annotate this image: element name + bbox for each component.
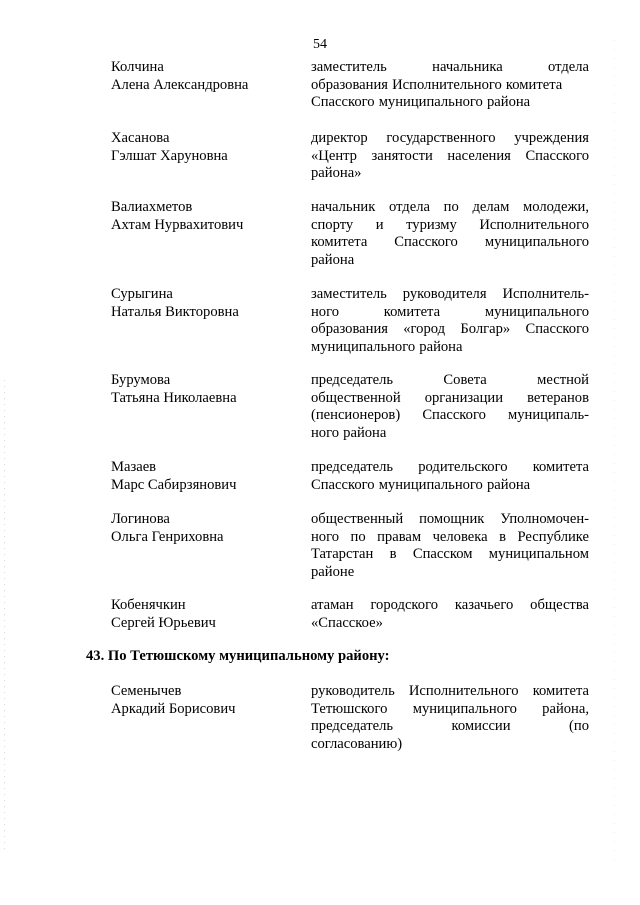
member-position: [311, 130, 589, 183]
member-surname: Семенычев: [111, 683, 182, 699]
position-line: атаман городского казачьего общества: [311, 597, 589, 613]
position-line: образования Исполнительного комитета: [311, 76, 563, 93]
member-name: [111, 286, 301, 321]
member-name: [111, 130, 301, 165]
position-line: «Центр занятости населения Спасского: [311, 147, 589, 164]
position-line: общественный помощник Уполномочен-: [311, 511, 589, 527]
member-surname: Кобенячкин: [111, 597, 186, 613]
position-line: директор государственного учреждения: [311, 130, 589, 146]
position-line: муниципального района: [311, 338, 463, 355]
scan-margin-left: [4, 380, 5, 850]
position-line: Тетюшского муниципального района,: [311, 700, 589, 717]
position-line: района: [311, 251, 355, 268]
position-line: председатель Совета местной: [311, 372, 589, 388]
member-surname: Валиахметов: [111, 199, 193, 215]
member-given-names: Наталья Викторовна: [111, 303, 239, 320]
member-given-names: Аркадий Борисович: [111, 700, 236, 717]
member-position: [311, 459, 589, 494]
member-given-names: Алена Александровна: [111, 76, 249, 93]
position-line: общественной организации ветеранов: [311, 389, 589, 406]
member-name: [111, 459, 301, 494]
position-line: ного по правам человека в Республике: [311, 528, 589, 545]
member-surname: Сурыгина: [111, 286, 173, 302]
position-line: председатель комиссии (по: [311, 718, 589, 735]
member-name: [111, 683, 301, 718]
member-position: [311, 683, 589, 753]
member-name: [111, 59, 301, 94]
position-line: «Спасское»: [311, 614, 383, 631]
member-name: [111, 372, 301, 407]
member-given-names: Сергей Юрьевич: [111, 614, 216, 631]
position-line: Татарстан в Спасском муниципальном: [311, 546, 589, 563]
member-given-names: Ахтам Нурвахитович: [111, 216, 244, 233]
page-number: 54: [313, 37, 327, 52]
member-given-names: Ольга Генриховна: [111, 528, 224, 545]
position-line: согласованию): [311, 735, 403, 752]
position-line: (пенсионеров) Спасского муниципаль-: [311, 407, 589, 424]
member-name: [111, 597, 301, 632]
member-position: [311, 597, 589, 632]
member-given-names: Гэлшат Харуновна: [111, 147, 228, 164]
member-given-names: Марс Сабирзянович: [111, 476, 237, 493]
position-line: ного района: [311, 424, 387, 441]
member-name: [111, 199, 301, 234]
member-surname: Хасанова: [111, 130, 170, 146]
member-position: [311, 199, 589, 269]
position-line: руководитель Исполнительного комитета: [311, 683, 589, 699]
member-surname: Мазаев: [111, 459, 157, 475]
position-line: района»: [311, 165, 362, 182]
position-line: комитета Спасского муниципального: [311, 234, 589, 251]
position-line: ного комитета муниципального: [311, 303, 589, 320]
position-line: образования «город Болгар» Спасского: [311, 321, 589, 338]
position-line: начальник отдела по делам молодежи,: [311, 199, 589, 215]
position-line: председатель родительского комитета: [311, 459, 589, 475]
member-surname: Логинова: [111, 511, 170, 527]
position-line: районе: [311, 563, 355, 580]
member-position: [311, 286, 589, 356]
member-name: [111, 511, 301, 546]
position-line: Спасского муниципального района: [311, 476, 531, 493]
position-line: заместитель начальника отдела: [311, 59, 589, 75]
position-line: Спасского муниципального района: [311, 94, 531, 111]
member-surname: Бурумова: [111, 372, 171, 388]
member-position: [311, 59, 589, 112]
member-position: [311, 372, 589, 442]
member-position: [311, 511, 589, 581]
member-surname: Колчина: [111, 59, 164, 75]
member-given-names: Татьяна Николаевна: [111, 389, 237, 406]
scan-margin-right: [614, 40, 615, 860]
position-line: заместитель руководителя Исполнитель-: [311, 286, 589, 302]
position-line: спорту и туризму Исполнительного: [311, 216, 589, 233]
section-heading: 43. По Тетюшскому муниципальному району:: [86, 648, 390, 664]
